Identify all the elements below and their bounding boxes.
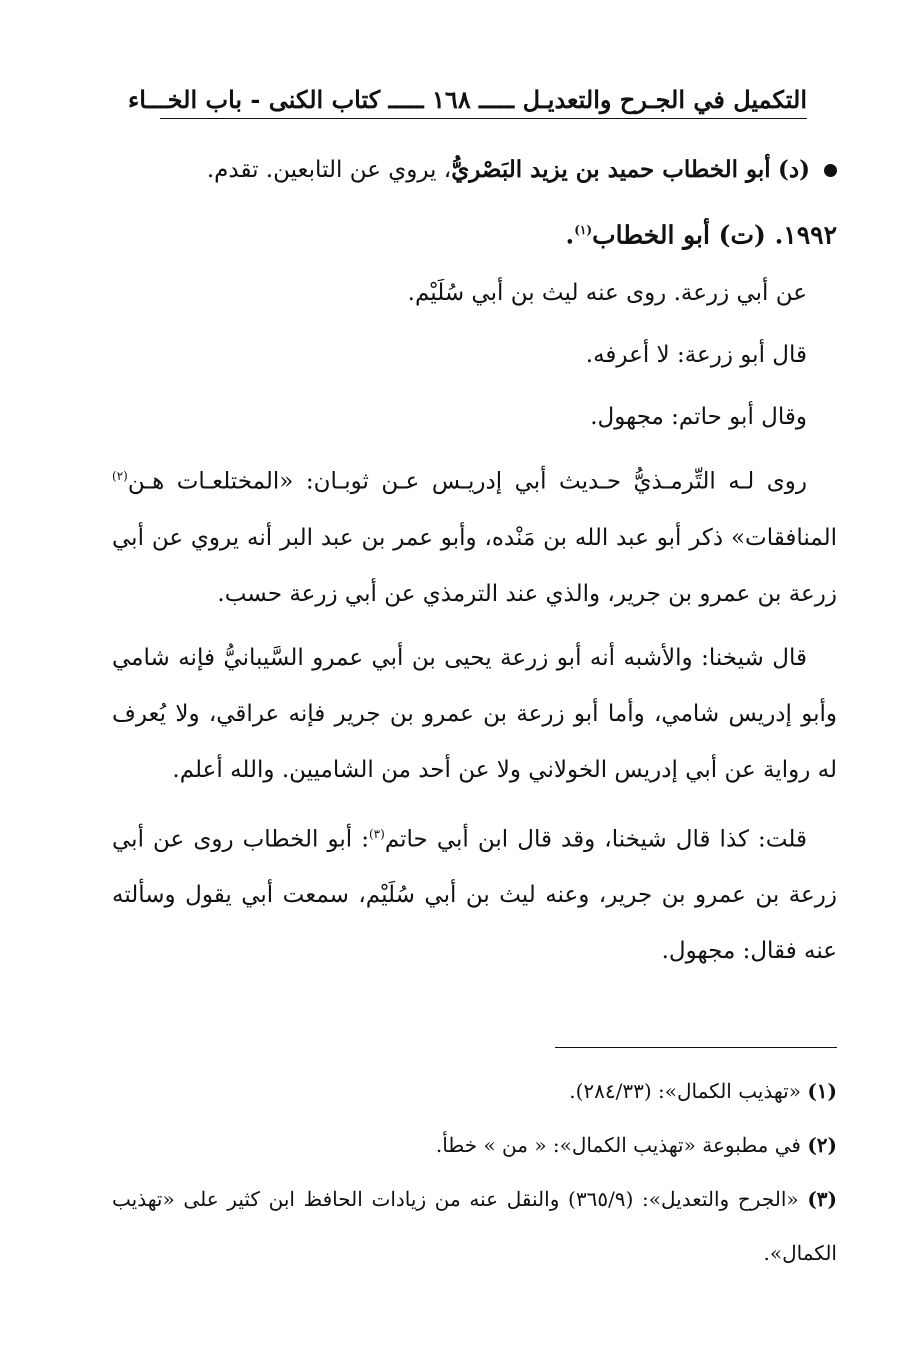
running-head-text: التكميل في الجـرح والتعديـل ـــــ ١٦٨ ـــــ كتاب الكنى - باب الخـــاء — [127, 85, 807, 114]
entry-heading-name: أبو الخطاب — [592, 220, 710, 250]
footnote-number: (٢) — [807, 1133, 837, 1157]
entry-marker: (د) — [777, 156, 810, 183]
entry-name: أبو الخطاب حميد بن يزيد البَصْريُّ — [451, 156, 771, 183]
main-text — [112, 142, 837, 987]
text-line: قال أبو زرعة: لا أعرفه. — [585, 342, 807, 368]
footnote — [112, 1064, 837, 1118]
paragraph — [112, 806, 837, 980]
footnote-ref: (١) — [574, 223, 593, 237]
footnote — [112, 1118, 837, 1172]
entry-heading — [112, 198, 837, 262]
footnote-number: (٣) — [807, 1187, 837, 1211]
footnote-text: «تهذيب الكمال»: (٢٨٤/٣٣). — [569, 1079, 808, 1103]
bullet-entry — [112, 142, 837, 198]
footnote-text: في مطبوعة «تهذيب الكمال»: « من » خطأ. — [435, 1133, 808, 1157]
paragraph — [112, 630, 837, 798]
footnote-divider — [555, 1047, 837, 1048]
footnote-ref: (٣) — [368, 826, 385, 841]
text-line: وقال أبو حاتم: مجهول. — [590, 404, 807, 430]
entry-siglum: . (ت) — [718, 220, 784, 250]
paragraph — [112, 448, 837, 622]
text-line: عن أبي زرعة. روى عنه ليث بن أبي سُلَيْم. — [407, 280, 807, 306]
bullet-entry-text — [207, 142, 810, 198]
paragraph-text: قال شيخنا: والأشبه أنه أبو زرعة يحيى بن أبي عمرو السَّيبانيُّ فإنه شامي وأبو إدريس شامي، وأما أبو زرعة بن عمرو بن جرير فإنه عراقي، ولا يُعرف له رواية عن أبي إدريس الخولاني ولا عن أحد من الشاميين. والله أعلم. — [112, 644, 837, 783]
paragraph-text: قلت: كذا قال شيخنا، وقد قال ابن أبي حاتم — [384, 826, 807, 853]
running-head — [127, 82, 807, 119]
footnote-number: (١) — [807, 1079, 837, 1103]
footnote-text: «الجرح والتعديل»: (٣٦٥/٩) والنقل عنه من زيادات الحافظ ابن كثير على «تهذيب الكمال». — [112, 1187, 837, 1265]
paragraph-text: روى لـه التِّرمـذيُّ حـديث أبي إدريـس عـن ثوبـان: «المختلعـات هـن — [127, 468, 807, 495]
entry-heading-end: . — [565, 220, 575, 250]
entry-rest: ، يروي عن التابعين. تقدم. — [206, 157, 452, 183]
footnotes — [112, 1064, 837, 1280]
entry-number: ١٩٩٢ — [783, 220, 837, 250]
bullet-icon — [824, 164, 837, 177]
paragraph-text: : أبو الخطاب روى عن أبي زرعة بن عمرو بن جرير، وعنه ليث بن أبي سُلَيْم، سمعت أبي يقول وسألته عنه فقال: مجهول. — [112, 826, 837, 965]
footnote-ref: (٢) — [112, 469, 128, 483]
footnote — [112, 1172, 837, 1280]
paragraph-text: المنافقات» ذكر أبو عبد الله بن مَنْده، وأبو عمر بن عبد البر أنه يروي عن أبي زرعة بن عمرو بن جرير، والذي عند الترمذي عن أبي زرعة حسب. — [112, 524, 837, 607]
